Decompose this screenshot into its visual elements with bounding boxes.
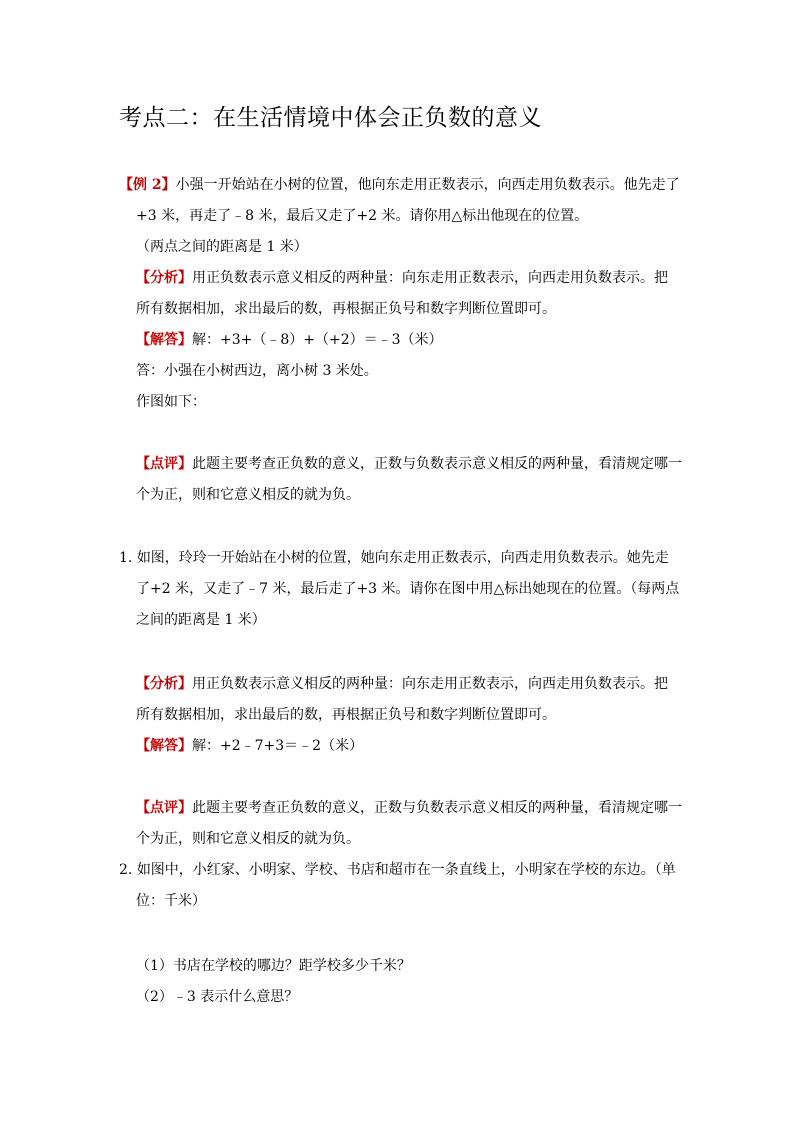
example-2-answer-line-2: 答：小强在小树西边，离小树 3 米处。 — [136, 363, 378, 379]
q1-answer-text: 解：+2﹣7+3＝﹣2（米） — [192, 738, 364, 754]
example-2-answer-line-1 — [136, 330, 443, 350]
question-1-text: 如图，玲玲一开始站在小树的位置，她向东走用正数表示，向西走用负数表示。她先走 — [136, 550, 669, 566]
question-1-analysis-line-2: 所有数据相加，求出最后的数，再根据正负号和数字判断位置即可。 — [136, 707, 556, 723]
q1-answer-tag: 【解答】 — [136, 738, 192, 754]
q1-comment-text: 此题主要考查正负数的意义，正数与负数表示意义相反的两种量，看清规定哪一 — [192, 800, 682, 816]
question-2-sub-1: （1）书店在学校的哪边？距学校多少千米？ — [136, 958, 411, 974]
q1-analysis-text: 用正负数表示意义相反的两种量：向东走用正数表示，向西走用负数表示。把 — [192, 676, 668, 692]
example-2-line-2: +3 米，再走了﹣8 米，最后又走了+2 米。请你用△标出他现在的位置。 — [136, 208, 589, 224]
comment-text: 此题主要考查正负数的意义，正数与负数表示意义相反的两种量，看清规定哪一 — [192, 456, 682, 472]
example-2-analysis-line-2: 所有数据相加，求出最后的数，再根据正负号和数字判断位置即可。 — [136, 301, 556, 317]
q1-comment-tag: 【点评】 — [136, 800, 192, 816]
q1-analysis-tag: 【分析】 — [136, 676, 192, 692]
question-2-line-2: 位：千米） — [136, 893, 206, 909]
question-2-number: 2. — [119, 862, 133, 878]
question-2-sub-2: （2）﹣3 表示什么意思？ — [136, 989, 299, 1005]
section-title: 考点二：在生活情境中体会正负数的意义 — [119, 105, 542, 131]
example-2-text: 小强一开始站在小树的位置，他向东走用正数表示，向西走用负数表示。他先走了 — [175, 177, 680, 193]
question-2-line-1 — [119, 860, 676, 880]
comment-tag: 【点评】 — [136, 456, 192, 472]
question-1-comment-line-2: 个为正，则和它意义相反的就为负。 — [136, 831, 360, 847]
example-2-answer-line-3: 作图如下： — [136, 394, 206, 410]
analysis-tag: 【分析】 — [136, 270, 192, 286]
example-2-line-3: （两点之间的距离是 1 米） — [136, 239, 308, 255]
answer-text: 解：+3+（﹣8）+（+2）＝﹣3（米） — [192, 332, 443, 348]
example-2-tag: 【例 2】 — [119, 177, 176, 193]
example-2-comment-line-2: 个为正，则和它意义相反的就为负。 — [136, 487, 360, 503]
question-1-analysis-line-1 — [136, 674, 668, 694]
analysis-text: 用正负数表示意义相反的两种量：向东走用正数表示，向西走用负数表示。把 — [192, 270, 668, 286]
question-1-line-1 — [119, 548, 669, 568]
example-2-line-1 — [119, 175, 680, 195]
question-2-text: 如图中，小红家、小明家、学校、书店和超市在一条直线上，小明家在学校的东边。（单 — [136, 862, 676, 878]
question-1-number: 1. — [119, 550, 133, 566]
example-2-comment-line-1 — [136, 454, 682, 474]
question-1-line-3: 之间的距离是 1 米） — [136, 612, 266, 628]
question-1-comment-line-1 — [136, 798, 682, 818]
question-1-answer-line-1 — [136, 736, 363, 756]
example-2-analysis-line-1 — [136, 268, 668, 288]
answer-tag: 【解答】 — [136, 332, 192, 348]
question-1-line-2: 了+2 米，又走了﹣7 米，最后走了+3 米。请你在图中用△标出她现在的位置。（每两点 — [136, 581, 680, 597]
